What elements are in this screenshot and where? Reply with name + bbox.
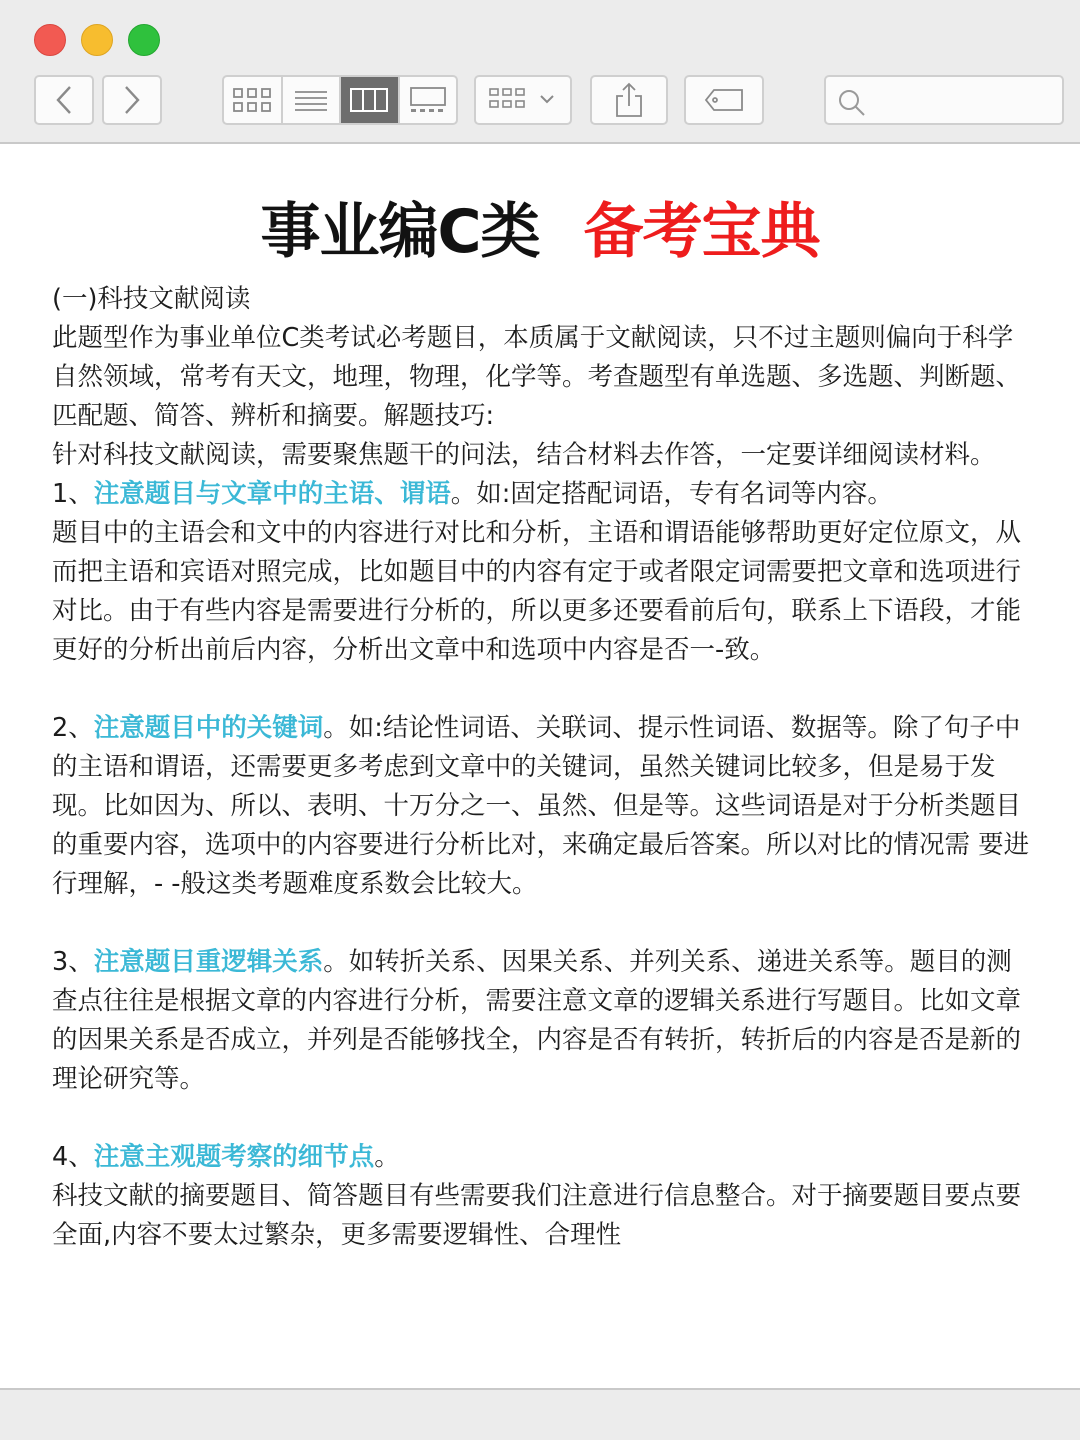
tip-4-highlight: 注意主观题考察的细节点 (93, 1142, 375, 1172)
close-window-button[interactable] (34, 24, 66, 56)
gallery-icon (409, 87, 447, 113)
article-body (52, 280, 1032, 1255)
list-view-button[interactable] (283, 77, 342, 123)
tip-1-lead (52, 475, 1032, 514)
tag-icon (704, 88, 744, 112)
tip-1-lead-text: 。如:固定搭配词语，专有名词等内容。 (450, 479, 893, 509)
grid-icon (232, 87, 272, 113)
window-toolbar (0, 0, 1080, 144)
list-icon (294, 89, 328, 111)
paragraph-spacer (52, 904, 1032, 943)
paragraph-spacer (52, 1099, 1032, 1138)
tip-4-lead (52, 1138, 1032, 1177)
tip-3-number: 3、 (52, 947, 94, 977)
columns-icon (350, 88, 388, 112)
icon-view-button[interactable] (224, 77, 283, 123)
window-bottom-bar (0, 1388, 1080, 1440)
tip-4-body: 科技文献的摘要题目、简答题目有些需要我们注意进行信息整合。对于摘要题目要点要全面,内容不要太过繁杂，更多需要逻辑性、合理性 (52, 1181, 1022, 1250)
document-page (0, 146, 1080, 1388)
tip-4-lead-text: 。 (374, 1142, 400, 1172)
column-view-button[interactable] (341, 77, 400, 123)
tip-4-number: 4、 (52, 1142, 94, 1172)
tip-3-highlight: 注意题目重逻辑关系 (93, 947, 324, 977)
back-button[interactable] (34, 75, 94, 125)
title-red: 备考宝典 (583, 197, 820, 267)
tag-button[interactable] (684, 75, 764, 125)
tip-1-highlight: 注意题目与文章中的主语、谓语 (93, 479, 451, 509)
section-heading: (一)科技文献阅读 (52, 284, 251, 314)
tip-2-highlight: 注意题目中的关键词 (93, 713, 324, 743)
share-button[interactable] (590, 75, 668, 125)
title-black: 事业编C类 (260, 197, 540, 267)
search-field[interactable] (824, 75, 1064, 125)
paragraph-spacer (52, 670, 1032, 709)
tip-2-text: 。如:结论性词语、关联词、提示性词语、数据等。除了句子中的主语和谓语，还需要更多考虑到文章中的关键词，虽然关键词比较多，但是易于发现。比如因为、所以、表明、十万分之一、虽然、但是等。这些词语是对于分析类题目的重要内容，选项中的内容要进行分析比对，来确定最后答案。所以对比的情况需 要进行理解，- -般这类考题难度系数会比较大。 (52, 713, 1030, 899)
search-icon (838, 89, 866, 117)
tip-3-text: 。如转折关系、因果关系、并列关系、递进关系等。题目的测查点往往是根据文章的内容进行分析，需要注意文章的逻辑关系进行写题目。比如文章的因果关系是否成立，并列是否能够找全，内容是否有转折，转折后的内容是否是新的理论研究等。 (52, 947, 1022, 1094)
tip-3 (52, 943, 1032, 1099)
view-mode-segmented-control (222, 75, 458, 125)
arrange-grid-chevron-icon (488, 87, 558, 113)
gallery-view-button[interactable] (400, 77, 457, 123)
search-input[interactable] (878, 85, 1054, 115)
tip-2 (52, 709, 1032, 904)
tip-2-number: 2、 (52, 713, 94, 743)
forward-button[interactable] (102, 75, 162, 125)
page-title (0, 192, 1080, 272)
share-icon (615, 82, 643, 118)
chevron-right-icon (123, 85, 141, 115)
minimize-window-button[interactable] (81, 24, 113, 56)
tip-1-number: 1、 (52, 479, 94, 509)
chevron-left-icon (55, 85, 73, 115)
tip-1-body: 题目中的主语会和文中的内容进行对比和分析，主语和谓语能够帮助更好定位原文，从而把主语和宾语对照完成，比如题目中的内容有定于或者限定词需要把文章和选项进行对比。由于有些内容是需要进行分析的，所以更多还要看前后句，联系上下语段，才能更好的分析出前后内容，分析出文章中和选项中内容是否一-致。 (52, 518, 1022, 665)
zoom-window-button[interactable] (128, 24, 160, 56)
intro-paragraph-2: 针对科技文献阅读，需要聚焦题干的问法，结合材料去作答，一定要详细阅读材料。 (52, 440, 996, 470)
arrange-menu-button[interactable] (474, 75, 572, 125)
intro-paragraph: 此题型作为事业单位C类考试必考题目，本质属于文献阅读，只不过主题则偏向于科学自然领域，常考有天文，地理，物理，化学等。考查题型有单选题、多选题、判断题、匹配题、简答、辨析和摘要。解题技巧: (52, 323, 1022, 431)
